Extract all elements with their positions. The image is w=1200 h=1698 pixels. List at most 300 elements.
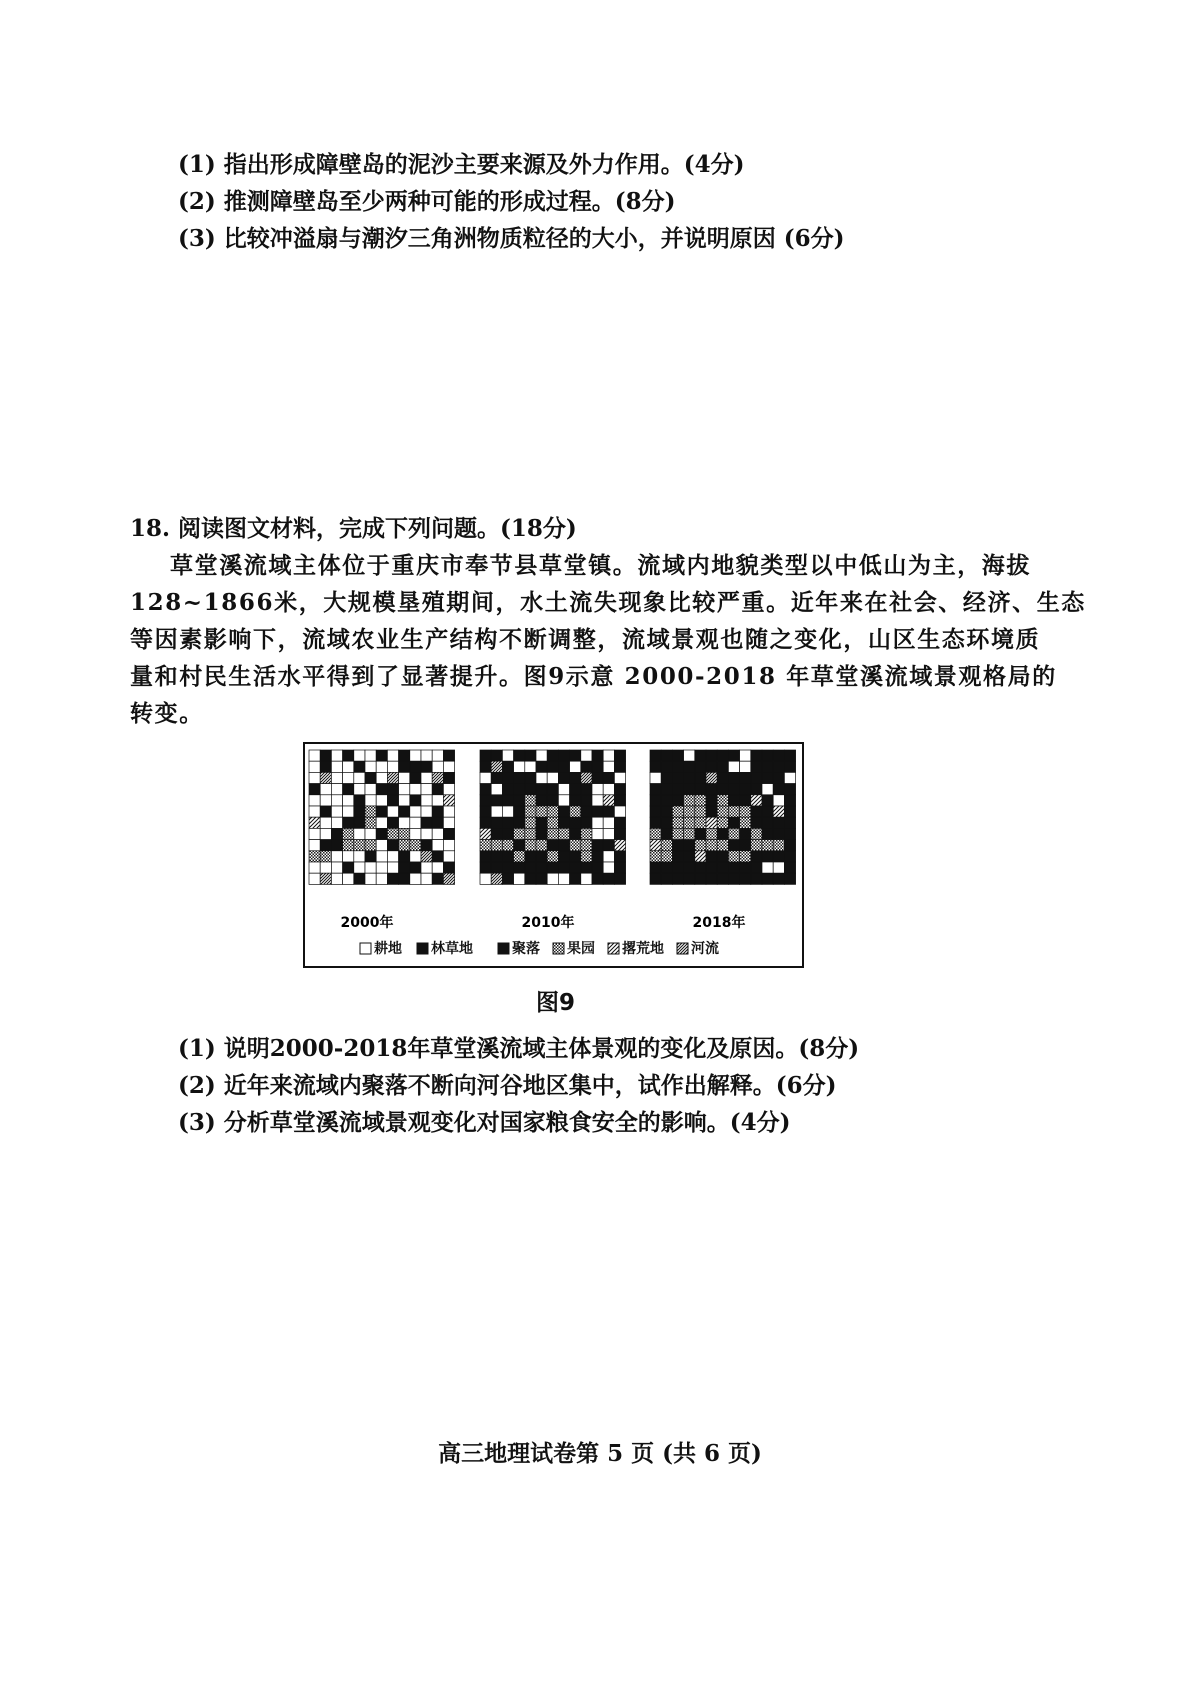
landscape-cell <box>387 772 398 783</box>
landscape-cell <box>443 873 454 884</box>
landscape-cell <box>491 851 502 862</box>
landscape-cell <box>740 784 751 795</box>
landscape-cell <box>784 784 795 795</box>
landscape-cell <box>354 772 365 783</box>
landscape-cell <box>331 840 342 851</box>
landscape-cell <box>320 873 331 884</box>
landscape-cell <box>728 862 739 873</box>
landscape-cell <box>376 851 387 862</box>
landscape-cell <box>603 784 614 795</box>
landscape-cell <box>421 750 432 761</box>
landscape-cell <box>592 772 603 783</box>
landscape-cell <box>773 806 784 817</box>
landscape-cell <box>480 795 491 806</box>
panel-year-label: 2018年 <box>692 915 746 931</box>
landscape-cell <box>343 828 354 839</box>
landscape-cell <box>480 817 491 828</box>
landscape-cell <box>773 862 784 873</box>
landscape-cell <box>525 761 536 772</box>
panel-year-label: 2000年 <box>340 915 394 931</box>
landscape-cell <box>603 750 614 761</box>
landscape-grid-panel <box>480 750 626 884</box>
landscape-cell <box>558 795 569 806</box>
landscape-cell <box>592 784 603 795</box>
legend-label: 聚落 <box>512 941 540 957</box>
landscape-cell <box>717 840 728 851</box>
landscape-cell <box>354 851 365 862</box>
landscape-cell <box>614 851 625 862</box>
landscape-cell <box>751 784 762 795</box>
landscape-cell <box>558 817 569 828</box>
landscape-cell <box>320 840 331 851</box>
landscape-cell <box>570 784 581 795</box>
landscape-cell <box>592 761 603 772</box>
landscape-cell <box>650 851 661 862</box>
q18-part-3: (3) 分析草堂溪流域景观变化对国家粮食安全的影响。(4分) <box>178 1109 791 1136</box>
landscape-cell <box>354 817 365 828</box>
landscape-cell <box>432 862 443 873</box>
landscape-cell <box>728 772 739 783</box>
landscape-cell <box>491 772 502 783</box>
landscape-cell <box>309 862 320 873</box>
landscape-cell <box>514 806 525 817</box>
figure-caption: 图9 <box>536 990 576 1016</box>
landscape-cell <box>740 761 751 772</box>
landscape-cell <box>480 772 491 783</box>
legend-swatch <box>553 943 564 954</box>
landscape-cell <box>331 750 342 761</box>
landscape-cell <box>331 873 342 884</box>
landscape-cell <box>603 817 614 828</box>
legend-label: 河流 <box>691 941 719 957</box>
landscape-cell <box>343 862 354 873</box>
landscape-cell <box>376 828 387 839</box>
landscape-cell <box>717 828 728 839</box>
landscape-cell <box>365 795 376 806</box>
landscape-cell <box>614 828 625 839</box>
landscape-cell <box>706 851 717 862</box>
landscape-cell <box>480 873 491 884</box>
landscape-cell <box>421 840 432 851</box>
landscape-cell <box>784 761 795 772</box>
landscape-cell <box>717 851 728 862</box>
landscape-cell <box>773 840 784 851</box>
page-footer: 高三地理试卷第 5 页 (共 6 页) <box>438 1440 762 1467</box>
landscape-cell <box>376 840 387 851</box>
landscape-cell <box>728 828 739 839</box>
landscape-cell <box>480 784 491 795</box>
landscape-cell <box>399 772 410 783</box>
landscape-cell <box>514 862 525 873</box>
landscape-cell <box>558 772 569 783</box>
landscape-cell <box>728 817 739 828</box>
legend-swatch <box>417 943 428 954</box>
landscape-cell <box>514 851 525 862</box>
landscape-cell <box>784 851 795 862</box>
landscape-cell <box>547 795 558 806</box>
landscape-cell <box>480 761 491 772</box>
landscape-cell <box>502 761 513 772</box>
landscape-cell <box>536 750 547 761</box>
landscape-cell <box>320 806 331 817</box>
landscape-cell <box>740 795 751 806</box>
q17-part-2: (2) 推测障壁岛至少两种可能的形成过程。(8分) <box>178 188 676 215</box>
landscape-cell <box>343 772 354 783</box>
landscape-cell <box>773 851 784 862</box>
landscape-cell <box>614 784 625 795</box>
landscape-cell <box>525 851 536 862</box>
landscape-cell <box>376 873 387 884</box>
landscape-cell <box>614 806 625 817</box>
landscape-cell <box>558 840 569 851</box>
landscape-cell <box>581 851 592 862</box>
landscape-cell <box>480 862 491 873</box>
landscape-cell <box>525 840 536 851</box>
landscape-cell <box>343 817 354 828</box>
landscape-cell <box>331 784 342 795</box>
landscape-cell <box>717 806 728 817</box>
landscape-cell <box>650 806 661 817</box>
panel-year-label: 2010年 <box>521 915 575 931</box>
landscape-cell <box>581 761 592 772</box>
landscape-cell <box>343 795 354 806</box>
landscape-cell <box>570 772 581 783</box>
landscape-cell <box>695 840 706 851</box>
landscape-cell <box>581 750 592 761</box>
landscape-cell <box>751 772 762 783</box>
landscape-cell <box>514 772 525 783</box>
landscape-cell <box>684 851 695 862</box>
landscape-cell <box>354 840 365 851</box>
landscape-cell <box>684 795 695 806</box>
landscape-cell <box>728 761 739 772</box>
landscape-cell <box>717 817 728 828</box>
landscape-cell <box>376 806 387 817</box>
landscape-cell <box>536 761 547 772</box>
landscape-cell <box>570 862 581 873</box>
landscape-cell <box>547 840 558 851</box>
landscape-cell <box>536 840 547 851</box>
landscape-cell <box>399 795 410 806</box>
landscape-cell <box>558 873 569 884</box>
landscape-cell <box>706 840 717 851</box>
landscape-cell <box>536 772 547 783</box>
landscape-cell <box>536 862 547 873</box>
landscape-cell <box>762 873 773 884</box>
landscape-cell <box>614 862 625 873</box>
landscape-cell <box>773 772 784 783</box>
landscape-cell <box>491 862 502 873</box>
landscape-cell <box>684 750 695 761</box>
landscape-cell <box>773 817 784 828</box>
landscape-cell <box>410 873 421 884</box>
legend-swatch <box>360 943 371 954</box>
landscape-cell <box>661 840 672 851</box>
landscape-cell <box>502 806 513 817</box>
landscape-cell <box>603 795 614 806</box>
landscape-cell <box>603 873 614 884</box>
landscape-cell <box>695 784 706 795</box>
landscape-cell <box>443 795 454 806</box>
q18-part-2: (2) 近年来流域内聚落不断向河谷地区集中，试作出解释。(6分) <box>178 1072 837 1099</box>
landscape-cell <box>365 851 376 862</box>
landscape-cell <box>695 761 706 772</box>
landscape-cell <box>581 795 592 806</box>
landscape-cell <box>432 761 443 772</box>
landscape-cell <box>443 851 454 862</box>
landscape-cell <box>558 761 569 772</box>
landscape-cell <box>547 761 558 772</box>
landscape-cell <box>740 862 751 873</box>
landscape-cell <box>773 873 784 884</box>
landscape-cell <box>309 761 320 772</box>
landscape-cell <box>331 761 342 772</box>
landscape-cell <box>570 795 581 806</box>
landscape-cell <box>547 784 558 795</box>
q18-paragraph-line: 草堂溪流域主体位于重庆市奉节县草堂镇。流域内地貌类型以中低山为主，海拔 <box>170 552 1031 579</box>
landscape-cell <box>387 795 398 806</box>
landscape-cell <box>320 750 331 761</box>
landscape-cell <box>784 862 795 873</box>
landscape-cell <box>320 761 331 772</box>
landscape-cell <box>525 817 536 828</box>
landscape-cell <box>773 784 784 795</box>
q18-paragraph-line: 转变。 <box>130 700 204 727</box>
landscape-cell <box>672 817 683 828</box>
landscape-cell <box>717 873 728 884</box>
landscape-cell <box>581 840 592 851</box>
landscape-cell <box>525 795 536 806</box>
landscape-cell <box>331 828 342 839</box>
landscape-cell <box>570 873 581 884</box>
landscape-cell <box>570 840 581 851</box>
landscape-cell <box>740 851 751 862</box>
landscape-cell <box>536 817 547 828</box>
landscape-cell <box>672 862 683 873</box>
landscape-cell <box>502 784 513 795</box>
landscape-cell <box>387 750 398 761</box>
landscape-cell <box>410 851 421 862</box>
landscape-cell <box>570 828 581 839</box>
landscape-cell <box>661 772 672 783</box>
landscape-cell <box>672 806 683 817</box>
landscape-cell <box>421 761 432 772</box>
landscape-cell <box>343 873 354 884</box>
landscape-cell <box>672 750 683 761</box>
landscape-cell <box>614 817 625 828</box>
landscape-cell <box>592 840 603 851</box>
landscape-cell <box>432 873 443 884</box>
landscape-cell <box>399 840 410 851</box>
landscape-cell <box>740 873 751 884</box>
legend-label: 林草地 <box>431 941 473 957</box>
landscape-cell <box>331 795 342 806</box>
landscape-cell <box>592 862 603 873</box>
landscape-cell <box>570 817 581 828</box>
landscape-cell <box>762 795 773 806</box>
landscape-cell <box>728 806 739 817</box>
landscape-cell <box>570 851 581 862</box>
landscape-cell <box>728 795 739 806</box>
landscape-cell <box>525 828 536 839</box>
landscape-cell <box>309 873 320 884</box>
landscape-cell <box>387 862 398 873</box>
landscape-cell <box>432 851 443 862</box>
landscape-cell <box>706 817 717 828</box>
landscape-cell <box>717 750 728 761</box>
landscape-grid-panel <box>650 750 796 884</box>
landscape-cell <box>410 772 421 783</box>
landscape-cell <box>558 851 569 862</box>
landscape-cell <box>728 840 739 851</box>
landscape-cell <box>399 761 410 772</box>
landscape-cell <box>443 817 454 828</box>
q18-heading: 18. 阅读图文材料，完成下列问题。(18分) <box>130 515 577 542</box>
landscape-cell <box>320 828 331 839</box>
landscape-cell <box>661 828 672 839</box>
landscape-cell <box>525 806 536 817</box>
landscape-cell <box>717 862 728 873</box>
landscape-cell <box>331 772 342 783</box>
landscape-cell <box>502 817 513 828</box>
landscape-cell <box>309 784 320 795</box>
landscape-cell <box>432 840 443 851</box>
landscape-cell <box>320 784 331 795</box>
landscape-cell <box>650 784 661 795</box>
landscape-cell <box>570 806 581 817</box>
landscape-cell <box>376 862 387 873</box>
landscape-cell <box>309 750 320 761</box>
landscape-cell <box>751 817 762 828</box>
landscape-cell <box>399 784 410 795</box>
landscape-cell <box>706 750 717 761</box>
landscape-cell <box>558 784 569 795</box>
landscape-cell <box>354 750 365 761</box>
landscape-figure <box>303 742 804 968</box>
landscape-cell <box>684 840 695 851</box>
landscape-cell <box>491 806 502 817</box>
landscape-cell <box>762 862 773 873</box>
landscape-cell <box>410 784 421 795</box>
landscape-cell <box>387 806 398 817</box>
landscape-cell <box>740 840 751 851</box>
landscape-cell <box>491 873 502 884</box>
landscape-cell <box>491 761 502 772</box>
landscape-cell <box>365 750 376 761</box>
landscape-cell <box>387 828 398 839</box>
landscape-cell <box>410 806 421 817</box>
landscape-cell <box>309 772 320 783</box>
landscape-cell <box>614 761 625 772</box>
landscape-cell <box>547 828 558 839</box>
landscape-cell <box>331 851 342 862</box>
landscape-cell <box>706 873 717 884</box>
landscape-cell <box>751 795 762 806</box>
landscape-cell <box>684 817 695 828</box>
landscape-cell <box>443 784 454 795</box>
landscape-cell <box>514 828 525 839</box>
landscape-cell <box>343 851 354 862</box>
landscape-cell <box>672 828 683 839</box>
landscape-cell <box>410 828 421 839</box>
landscape-cell <box>592 828 603 839</box>
landscape-cell <box>592 851 603 862</box>
landscape-cell <box>773 828 784 839</box>
landscape-cell <box>399 806 410 817</box>
landscape-cell <box>650 873 661 884</box>
landscape-cell <box>672 851 683 862</box>
landscape-cell <box>751 862 762 873</box>
landscape-cell <box>695 750 706 761</box>
landscape-cell <box>443 806 454 817</box>
landscape-cell <box>502 750 513 761</box>
landscape-cell <box>502 828 513 839</box>
landscape-cell <box>672 840 683 851</box>
landscape-cell <box>784 750 795 761</box>
landscape-cell <box>547 806 558 817</box>
landscape-cell <box>365 772 376 783</box>
landscape-cell <box>695 817 706 828</box>
landscape-cell <box>443 862 454 873</box>
landscape-cell <box>570 750 581 761</box>
landscape-cell <box>432 750 443 761</box>
landscape-cell <box>343 750 354 761</box>
landscape-cell <box>376 750 387 761</box>
landscape-cell <box>354 806 365 817</box>
landscape-cell <box>365 817 376 828</box>
landscape-cell <box>650 862 661 873</box>
landscape-cell <box>650 828 661 839</box>
landscape-cell <box>502 862 513 873</box>
landscape-cell <box>592 873 603 884</box>
landscape-cell <box>365 840 376 851</box>
landscape-cell <box>650 761 661 772</box>
landscape-cell <box>491 817 502 828</box>
landscape-cell <box>514 761 525 772</box>
landscape-cell <box>592 795 603 806</box>
landscape-grid-panel <box>309 750 455 884</box>
landscape-cell <box>514 873 525 884</box>
landscape-cell <box>421 795 432 806</box>
landscape-cell <box>728 784 739 795</box>
landscape-cell <box>525 772 536 783</box>
q18-paragraph-line: 量和村民生活水平得到了显著提升。图9示意 2000-2018 年草堂溪流域景观格局的 <box>130 663 1057 690</box>
landscape-cell <box>740 817 751 828</box>
landscape-cell <box>354 784 365 795</box>
landscape-cell <box>717 761 728 772</box>
landscape-cell <box>784 795 795 806</box>
landscape-cell <box>784 828 795 839</box>
landscape-cell <box>773 750 784 761</box>
landscape-cell <box>751 851 762 862</box>
landscape-cell <box>410 817 421 828</box>
landscape-cell <box>320 772 331 783</box>
landscape-cell <box>751 828 762 839</box>
landscape-cell <box>502 795 513 806</box>
landscape-cell <box>309 795 320 806</box>
landscape-cell <box>536 851 547 862</box>
landscape-cell <box>432 772 443 783</box>
landscape-cell <box>432 817 443 828</box>
landscape-cell <box>399 828 410 839</box>
landscape-cell <box>547 750 558 761</box>
landscape-cell <box>684 761 695 772</box>
landscape-cell <box>320 817 331 828</box>
landscape-cell <box>706 828 717 839</box>
landscape-cell <box>728 851 739 862</box>
landscape-cell <box>547 851 558 862</box>
landscape-cell <box>309 817 320 828</box>
